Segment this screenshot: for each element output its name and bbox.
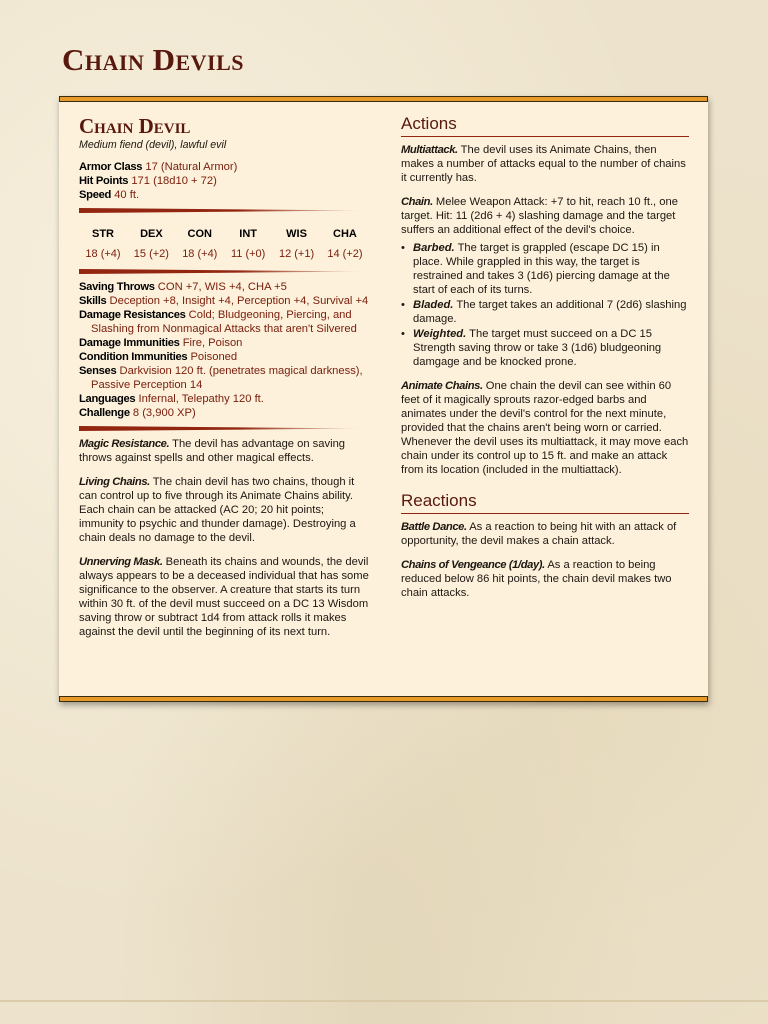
ability-wis bbox=[273, 227, 321, 261]
chain-options-list bbox=[401, 241, 689, 369]
list-item bbox=[401, 327, 689, 369]
option-name: Weighted. bbox=[413, 328, 467, 340]
actions-heading: Actions bbox=[401, 114, 689, 137]
armor-class-value: 17 (Natural Armor) bbox=[145, 161, 238, 173]
ability-key: DEX bbox=[140, 228, 163, 240]
stat-block-left-column bbox=[79, 114, 369, 649]
divider bbox=[79, 269, 369, 274]
ability-value: 15 (+2) bbox=[133, 248, 169, 260]
action-name: Multiattack. bbox=[401, 144, 458, 156]
trait-name: Unnerving Mask. bbox=[79, 556, 163, 568]
condition-immunities-label: Condition Immunities bbox=[79, 351, 188, 363]
option-text: The target takes an additional 7 (2d6) slashing damage. bbox=[413, 299, 687, 325]
condition-immunities bbox=[79, 350, 369, 364]
speed-value: 40 ft. bbox=[114, 189, 140, 201]
hit-points bbox=[79, 174, 369, 188]
challenge bbox=[79, 406, 369, 420]
ability-str bbox=[79, 227, 127, 261]
trait-unnerving-mask bbox=[79, 555, 369, 639]
reaction-name: Chains of Vengeance (1/day). bbox=[401, 559, 545, 571]
saving-throws-value: CON +7, WIS +4, CHA +5 bbox=[157, 281, 287, 293]
monster-name: Chain Devil bbox=[79, 114, 191, 138]
ability-value: 11 (+0) bbox=[231, 248, 266, 260]
saving-throws bbox=[79, 280, 369, 294]
stat-block-top-bar bbox=[59, 96, 708, 102]
stat-block-bottom-bar bbox=[59, 696, 708, 702]
ability-value: 18 (+4) bbox=[85, 248, 121, 260]
speed bbox=[79, 188, 369, 202]
ability-key: CON bbox=[187, 228, 212, 240]
ability-con bbox=[176, 227, 224, 261]
ability-value: 12 (+1) bbox=[278, 248, 315, 260]
divider bbox=[79, 426, 369, 431]
reaction-name: Battle Dance. bbox=[401, 521, 467, 533]
ability-value: 18 (+4) bbox=[182, 248, 218, 260]
senses-value: Darkvision 120 ft. (penetrates magical darkness), Passive Perception 14 bbox=[91, 365, 363, 391]
action-text: One chain the devil can see within 60 feet of it magically sprouts razor-edged barbs and animates under the devil's control for the next minute, provided that the chains aren't being worn or carried. Whenever the devil uses its multiattack, it may move each chain under its control up to 15 ft. and make an attack from its location (included in the multiattack). bbox=[401, 380, 689, 476]
ability-scores bbox=[79, 227, 369, 261]
trait-text: The chain devil has two chains, though it can control up to five through its Animate Chains ability. Each chain can be attacked (AC 20; 20 hit points; immunity to psychic and thunder damage). Destroying a chain deals no damage to the devil. bbox=[79, 476, 356, 544]
trait-magic-resistance bbox=[79, 437, 369, 465]
skills-value: Deception +8, Insight +4, Perception +4, Survival +4 bbox=[109, 295, 369, 307]
option-text: The target is grappled (escape DC 15) in place. While grappled in this way, the target is restrained and takes 3 (1d6) piercing damage at the start of each of its turns. bbox=[413, 242, 670, 296]
damage-resistances bbox=[79, 308, 369, 336]
action-name: Animate Chains. bbox=[401, 380, 483, 392]
monster-type: Medium fiend (devil), lawful evil bbox=[79, 139, 227, 151]
action-name: Chain. bbox=[401, 196, 433, 208]
ability-key: INT bbox=[239, 228, 258, 240]
reaction-battle-dance bbox=[401, 520, 689, 548]
ability-int bbox=[224, 227, 272, 261]
challenge-label: Challenge bbox=[79, 407, 130, 419]
damage-immunities bbox=[79, 336, 369, 350]
senses-label: Senses bbox=[79, 365, 117, 377]
list-item bbox=[401, 298, 689, 326]
languages bbox=[79, 392, 369, 406]
skills bbox=[79, 294, 369, 308]
page-title: Chain Devils bbox=[62, 42, 245, 77]
action-text: Melee Weapon Attack: +7 to hit, reach 10 ft., one target. Hit: 11 (2d6 + 4) slashing damage and the target suffers an additional effect of the devil's choice. bbox=[401, 196, 678, 236]
speed-label: Speed bbox=[79, 189, 112, 201]
hit-points-value: 171 (18d10 + 72) bbox=[131, 175, 217, 187]
languages-label: Languages bbox=[79, 393, 136, 405]
damage-resistances-value: Cold; Bludgeoning, Piercing, and Slashing from Nonmagical Attacks that aren't Silvered bbox=[91, 309, 357, 335]
reactions-heading: Reactions bbox=[401, 491, 689, 514]
saving-throws-label: Saving Throws bbox=[79, 281, 155, 293]
option-name: Bladed. bbox=[413, 299, 454, 311]
ability-key: STR bbox=[92, 228, 114, 240]
armor-class-label: Armor Class bbox=[79, 161, 143, 173]
action-text: The devil uses its Animate Chains, then makes a number of attacks equal to the number of chains it currently has. bbox=[401, 144, 686, 184]
reaction-text: As a reaction to being hit with an attack of opportunity, the devil makes a chain attack. bbox=[401, 521, 677, 547]
senses bbox=[79, 364, 369, 392]
hit-points-label: Hit Points bbox=[79, 175, 129, 187]
skills-label: Skills bbox=[79, 295, 107, 307]
challenge-value: 8 (3,900 XP) bbox=[132, 407, 196, 419]
trait-text: Beneath its chains and wounds, the devil always appears to be a deceased individual that has some significance to the observer. A creature that starts its turn within 30 ft. of the devil must succeed on a DC 13 Wisdom saving throw or subtract 1d4 from attack rolls it makes against the devil until the beginning of its next turn. bbox=[79, 556, 369, 638]
action-chain bbox=[401, 195, 689, 237]
option-name: Barbed. bbox=[413, 242, 455, 254]
trait-name: Magic Resistance. bbox=[79, 438, 170, 450]
damage-resistances-label: Damage Resistances bbox=[79, 309, 186, 321]
action-multiattack bbox=[401, 143, 689, 185]
action-animate-chains bbox=[401, 379, 689, 477]
trait-name: Living Chains. bbox=[79, 476, 150, 488]
languages-value: Infernal, Telepathy 120 ft. bbox=[138, 393, 264, 405]
ability-key: WIS bbox=[286, 228, 307, 240]
damage-immunities-label: Damage Immunities bbox=[79, 337, 180, 349]
ability-key: CHA bbox=[333, 228, 357, 240]
trait-text: The devil has advantage on saving throws against spells and other magical effects. bbox=[79, 438, 346, 464]
stat-block-right-column bbox=[401, 114, 689, 610]
armor-class bbox=[79, 160, 369, 174]
stat-block bbox=[59, 96, 708, 702]
divider bbox=[79, 208, 369, 213]
ability-cha bbox=[321, 227, 369, 261]
ability-dex bbox=[127, 227, 175, 261]
ability-value: 14 (+2) bbox=[327, 248, 363, 260]
trait-living-chains bbox=[79, 475, 369, 545]
page-footer-ornament bbox=[0, 1000, 768, 1024]
reaction-text: As a reaction to being reduced below 86 hit points, the chain devil makes two chain attacks. bbox=[401, 559, 672, 599]
list-item bbox=[401, 241, 689, 297]
option-text: The target must succeed on a DC 15 Strength saving throw or take 3 (1d6) bludgeoning damgage and be knocked prone. bbox=[413, 328, 662, 368]
reaction-chains-of-vengeance bbox=[401, 558, 689, 600]
damage-immunities-value: Fire, Poison bbox=[182, 337, 243, 349]
condition-immunities-value: Poisoned bbox=[190, 351, 238, 363]
